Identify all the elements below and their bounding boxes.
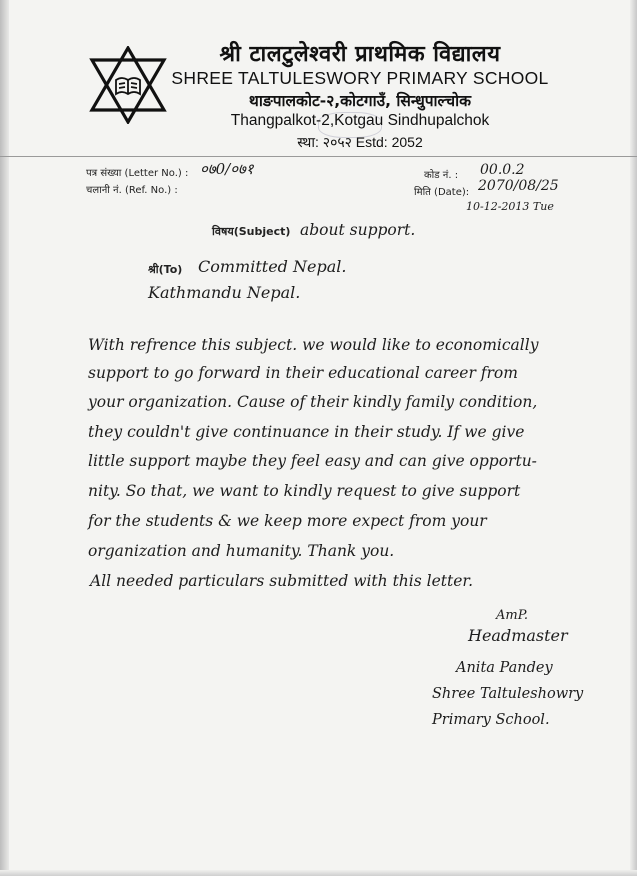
code-value: 00.0.2: [480, 162, 525, 178]
established-line: [170, 133, 550, 152]
body-line: for the students & we keep more expect from your: [88, 512, 487, 530]
subject-label: विषय(Subject): [212, 225, 291, 238]
signature-initials: AmP.: [496, 608, 528, 623]
scan-bottom-edge: [0, 870, 637, 876]
letter-no-value: ०७0/०७१: [200, 160, 254, 178]
body-line: they couldn't give continuance in their study. If we give: [88, 423, 525, 441]
signature-name: Anita Pandey: [456, 660, 553, 676]
established-english: Estd: 2052: [355, 134, 423, 150]
signature-school-line1: Shree Taltuleshowry: [432, 686, 584, 702]
body-line: support to go forward in their educational career from: [88, 364, 518, 382]
signature-school-line2: Primary School.: [432, 712, 550, 728]
date-value: 2070/08/25: [478, 178, 559, 194]
body-line: nity. So that, we want to kindly request to give support: [88, 482, 521, 500]
star-of-david-book-emblem-icon: [88, 46, 168, 124]
school-address-english: Thangpalkot-2,Kotgau Sindhupalchok: [230, 112, 490, 129]
scan-left-edge: [0, 0, 9, 876]
body-line: All needed particulars submitted with this letter.: [90, 572, 474, 590]
recipient-city: Kathmandu Nepal.: [148, 283, 301, 302]
code-label: कोड नं. :: [424, 170, 459, 181]
body-line: organization and humanity. Thank you.: [88, 542, 395, 560]
date-label: मिति (Date):: [414, 187, 470, 198]
date-english: 10-12-2013 Tue: [466, 200, 554, 213]
letter-no-label: पत्र संख्या (Letter No.) :: [86, 168, 189, 179]
recipient-name: Committed Nepal.: [198, 257, 347, 276]
body-line: little support maybe they feel easy and can give opportu-: [88, 452, 537, 470]
body-line: your organization. Cause of their kindly family condition,: [88, 393, 538, 411]
school-address-nepali: थाङपालकोट-२,कोटगाउँ, सिन्धुपाल्चोक: [248, 92, 472, 110]
scan-right-edge: [630, 0, 637, 876]
header-divider: [0, 156, 637, 157]
subject-value: about support.: [300, 221, 416, 239]
established-nepali: स्था: २०५२: [297, 134, 352, 150]
signature-title: Headmaster: [468, 626, 568, 645]
body-line: With refrence this subject. we would like to economically: [88, 336, 539, 354]
school-name-nepali: श्री टालटुलेश्वरी प्राथमिक विद्यालय: [219, 42, 501, 67]
ref-no-label: चलानी नं. (Ref. No.) :: [86, 185, 178, 196]
recipient-label: श्री(To): [148, 263, 183, 276]
school-name-english: SHREE TALTULESWORY PRIMARY SCHOOL: [171, 68, 549, 88]
